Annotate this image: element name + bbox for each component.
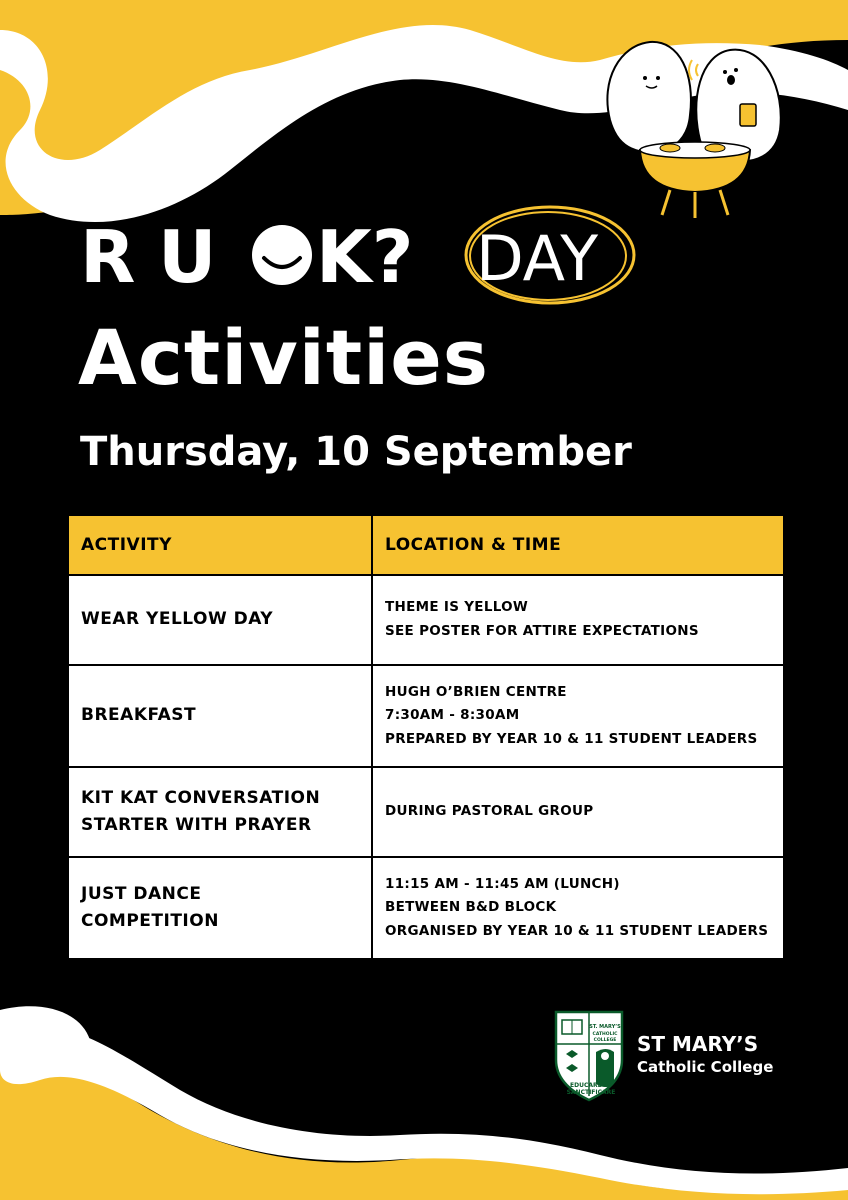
location-time-cell: HUGH O’BRIEN CENTRE 7:30AM - 8:30AM PREPARED BY YEAR 10 & 11 STUDENT LEADERS — [372, 665, 784, 767]
activity-cell: JUST DANCE COMPETITION — [68, 857, 372, 959]
svg-text:ST. MARY’S: ST. MARY’S — [589, 1024, 621, 1030]
logo-day: DAY — [476, 222, 599, 295]
svg-text:CATHOLIC: CATHOLIC — [592, 1032, 618, 1037]
logo-letter-r: R — [80, 215, 136, 299]
school-motto: EDUCARE ET SANCTIFICARE — [566, 1082, 616, 1096]
activity-cell: WEAR YELLOW DAY — [68, 575, 372, 665]
page-title: Activities — [78, 313, 490, 402]
location-time-cell: DURING PASTORAL GROUP — [372, 767, 784, 857]
mascots-bbq-illustration — [590, 20, 810, 220]
header-location-time: LOCATION & TIME — [372, 515, 784, 575]
table-row — [68, 665, 784, 767]
school-subtitle: Catholic College — [637, 1058, 774, 1076]
table-row — [68, 857, 784, 959]
svg-text:K?: K? — [316, 215, 414, 299]
activity-cell: KIT KAT CONVERSATION STARTER WITH PRAYER — [68, 767, 372, 857]
activity-cell: BREAKFAST — [68, 665, 372, 767]
school-name: ST MARY’S — [637, 1032, 759, 1056]
event-date: Thursday, 10 September — [80, 429, 632, 475]
location-time-cell: 11:15 AM - 11:45 AM (LUNCH) BETWEEN B&D BLOCK ORGANISED BY YEAR 10 & 11 STUDENT LEADERS — [372, 857, 784, 959]
table-header-row — [68, 515, 784, 575]
table-row — [68, 575, 784, 665]
activities-table — [67, 514, 785, 960]
table-row — [68, 767, 784, 857]
location-time-cell: THEME IS YELLOW SEE POSTER FOR ATTIRE EXPECTATIONS — [372, 575, 784, 665]
header-activity: ACTIVITY — [68, 515, 372, 575]
logo-letter-u: U — [158, 215, 217, 299]
svg-text:COLLEGE: COLLEGE — [593, 1038, 617, 1043]
